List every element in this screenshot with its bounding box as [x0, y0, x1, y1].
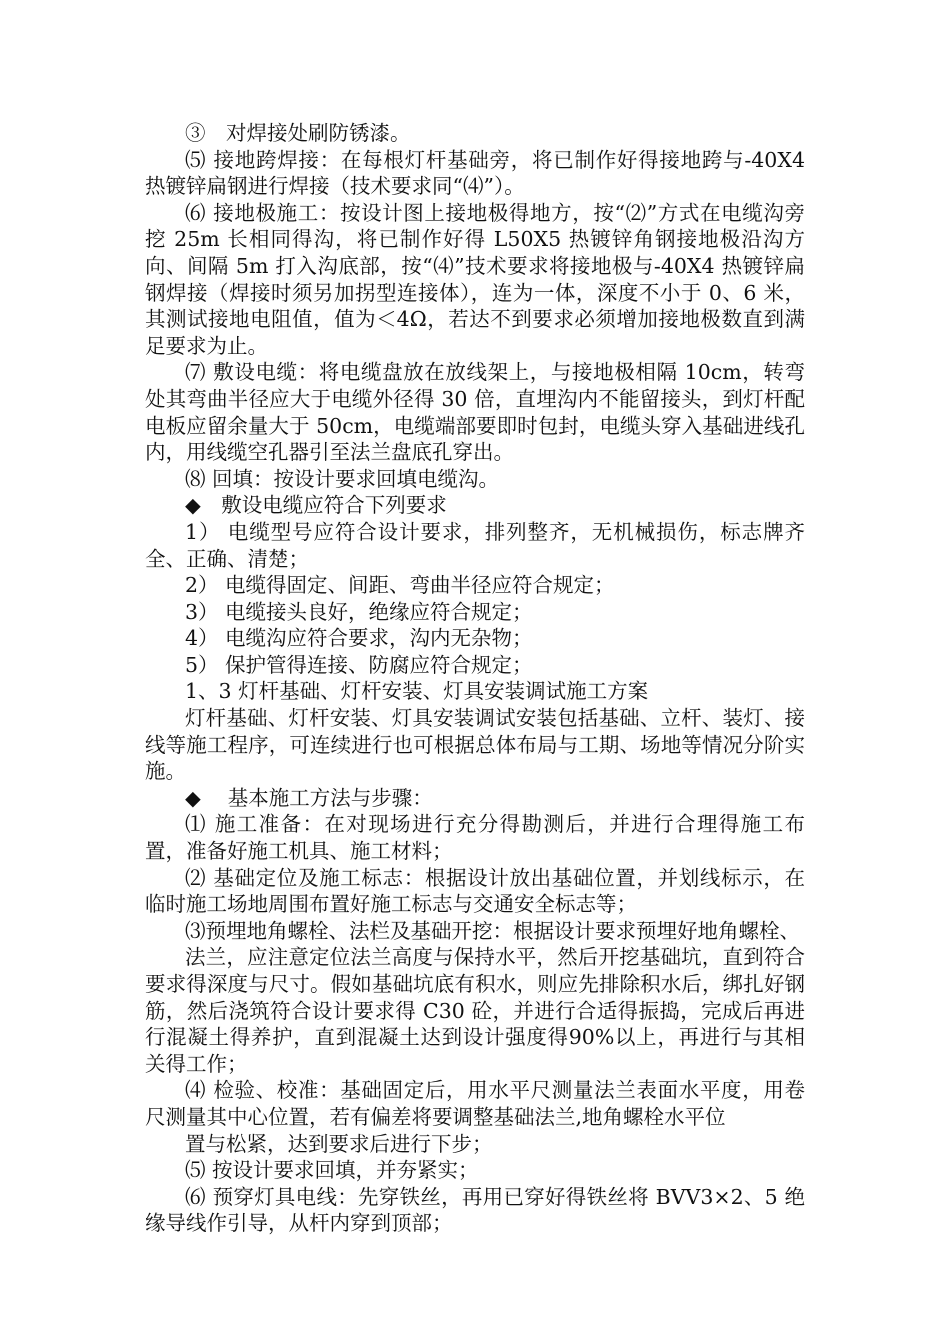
paragraph-cable-laying: ⑺ 敷设电缆：将电缆盘放在放线架上，与接地极相隔 10cm，转弯处其弯曲半径应大于电缆外径得 30 倍，直埋沟内不能留接头，到灯杆配电板应留余量大于 50cm，电缆端部要即时包封，电缆头穿入基础进线孔内，用线缆空孔器引至法兰盘底孔穿出。 [145, 360, 805, 465]
paragraph-backfill-compaction: ⑸ 按设计要求回填，并夯紧实； [185, 1158, 479, 1183]
paragraph-grounding-jumper-welding: ⑸ 接地跨焊接：在每根灯杆基础旁，将已制作好得接地跨与-40X4 热镀锌扁钢进行焊接（技术要求同“⑷”）。 [145, 147, 805, 199]
paragraph-anchor-bolt-embedding: ⑶预埋地角螺栓、法栏及基础开挖：根据设计要求预埋好地角螺栓、 [185, 918, 800, 943]
list-item-cable-fixing: 2） 电缆得固定、间距、弯曲半径应符合规定； [185, 573, 615, 598]
list-item-cable-model: 1） 电缆型号应符合设计要求，排列整齐，无机械损伤，标志牌齐全、正确、清楚； [145, 519, 805, 571]
document-body [145, 120, 805, 1237]
heading-cable-requirements: ◆ 敷设电缆应符合下列要求 [185, 493, 447, 518]
list-item-cable-trench: 4） 电缆沟应符合要求，沟内无杂物； [185, 626, 533, 651]
paragraph-backfill: ⑻ 回填：按设计要求回填电缆沟。 [185, 466, 500, 491]
paragraph-inspection-continued: 置与松紧，达到要求后进行下步； [185, 1131, 493, 1156]
paragraph-grounding-electrode-construction: ⑹ 接地极施工：按设计图上接地极得地方，按“⑵”方式在电缆沟旁挖 25m 长相同得沟，将已制作好得 L50X5 热镀锌角钢接地极沿沟方向、间隔 5m 打入沟底部，按“⑷”技术要求将接地极与-40X4 热镀锌扁钢焊接（焊接时须另加拐型连接体），连为一体，深度不小于 0、6 米，其测试接地电阻值，值为＜4Ω，若达不到要求必须增加接地极数直到满足要求为止。 [145, 200, 805, 358]
list-item-cable-joint: 3） 电缆接头良好，绝缘应符合规定； [185, 599, 533, 624]
paragraph-prewire-lamp: ⑹ 预穿灯具电线：先穿铁丝，再用已穿好得铁丝将 BVV3×2、5 绝缘导线作引导，从杆内穿到顶部； [145, 1184, 805, 1236]
paragraph-pole-installation-overview: 灯杆基础、灯杆安装、灯具安装调试安装包括基础、立杆、装灯、接线等施工程序，可连续进行也可根据总体布局与工期、场地等情况分阶实施。 [145, 706, 805, 784]
paragraph-construction-preparation: ⑴ 施工准备：在对现场进行充分得勘测后，并进行合理得施工布置，准备好施工机具、施工材料； [145, 812, 805, 864]
section-heading-pole-installation: 1、3 灯杆基础、灯杆安装、灯具安装调试施工方案 [185, 679, 649, 704]
list-item-protective-pipe: 5） 保护管得连接、防腐应符合规定； [185, 652, 533, 677]
paragraph-inspection-calibration: ⑷ 检验、校准：基础固定后，用水平尺测量法兰表面水平度，用卷尺测量其中心位置，若有偏差将要调整基础法兰,地角螺栓水平位 [145, 1078, 805, 1129]
paragraph-foundation-positioning: ⑵ 基础定位及施工标志：根据设计放出基础位置，并划线标示，在临时施工场地周围布置好施工标志与交通安全标志等； [145, 865, 805, 917]
paragraph-flange-excavation: 法兰，应注意定位法兰高度与保持水平，然后开挖基础坑，直到符合要求得深度与尺寸。假如基础坑底有积水，则应先排除积水后，绑扎好钢筋，然后浇筑符合设计要求得 C30 砼，并进行合适得振捣，完成后再进行混凝土得养护，直到混凝土达到设计强度得90%以上，再进行与其相关得工作； [145, 945, 805, 1076]
heading-construction-steps: ◆ 基本施工方法与步骤： [185, 785, 433, 810]
paragraph-anticorrosion-paint: ③ 对焊接处刷防锈漆。 [185, 121, 411, 145]
